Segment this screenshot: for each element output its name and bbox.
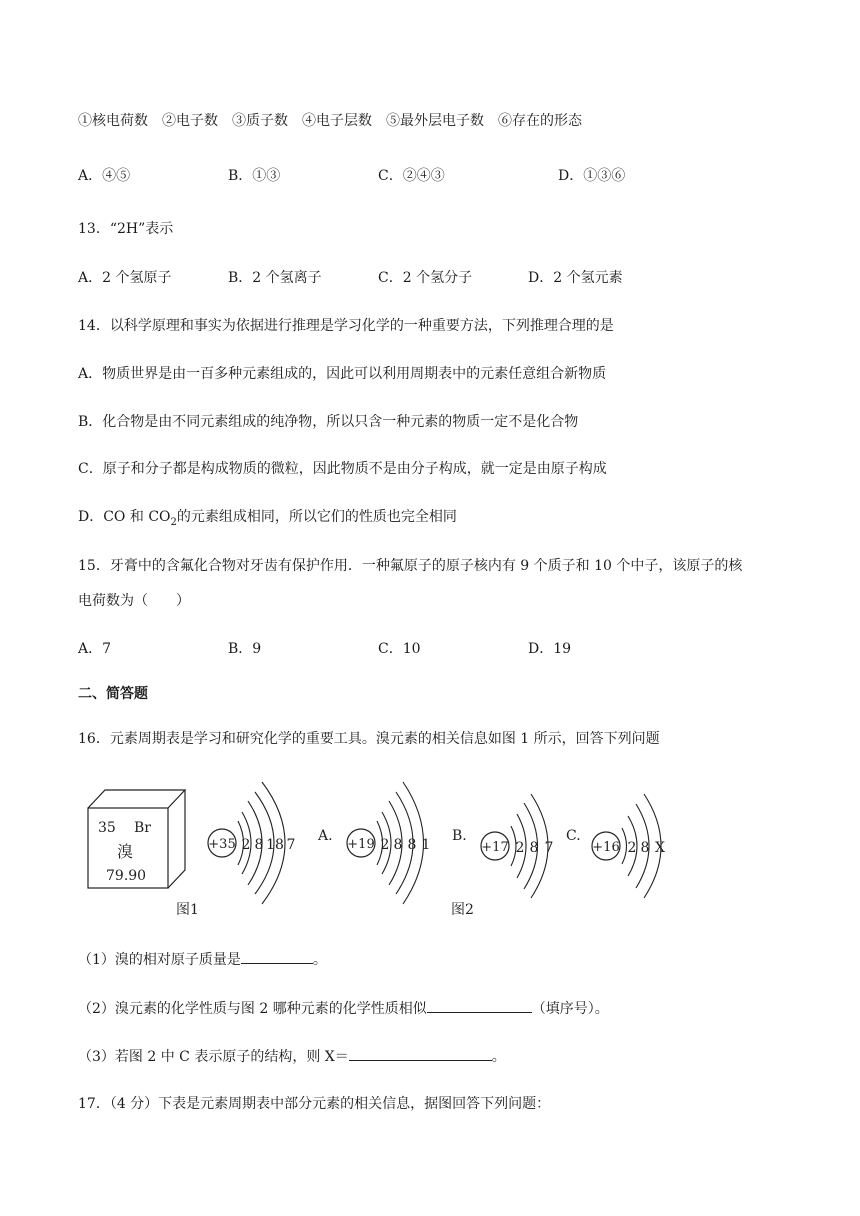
nucleus-charge: +17: [481, 840, 509, 855]
shell-electrons: 8: [529, 840, 539, 856]
shell-electrons: 8: [407, 837, 417, 853]
q16-figures: [0, 768, 860, 928]
cell-element-name: 溴: [117, 842, 134, 861]
nucleus-charge: +19: [347, 837, 375, 852]
shell-electrons: 2: [515, 840, 525, 856]
q13-stem: 13．“2H”表示: [78, 221, 174, 237]
nucleus-charge: +16: [592, 840, 620, 855]
q16-sub1-end: 。: [312, 952, 327, 968]
q12-option-b: B．①③: [228, 168, 281, 184]
q14-option-b: B．化合物是由不同元素组成的纯净物，所以只含一种元素的物质一定不是化合物: [78, 414, 579, 430]
q16-sub1: [78, 947, 327, 970]
figure2-caption: 图2: [451, 902, 474, 918]
q13-option-a: A．2 个氢原子: [78, 270, 172, 286]
section-heading: 二、简答题: [78, 686, 148, 702]
q13-option-b: B．2 个氢离子: [228, 270, 322, 286]
shell-electrons: 7: [544, 840, 554, 856]
q14-option-d-subscript: 2: [170, 516, 177, 528]
q17-stem: 17．（4 分）下表是元素周期表中部分元素的相关信息，据图回答下列问题：: [78, 1096, 551, 1112]
q13-option-c: C．2 个氢分子: [378, 270, 473, 286]
answer-blank-3[interactable]: [349, 1044, 492, 1061]
shell-electrons: 7: [286, 837, 296, 853]
shell-electrons: 18: [266, 837, 284, 853]
q15-option-a: A．7: [78, 641, 112, 657]
q14-option-c: C．原子和分子都是构成物质的微粒，因此物质不是由分子构成，就一定是由原子构成: [78, 461, 607, 477]
shell-electrons: 8: [640, 840, 650, 856]
q14-option-d: [78, 507, 457, 533]
atom-label-a: A.: [318, 828, 333, 844]
q14-stem: 14．以科学原理和事实为依据进行推理是学习化学的一种重要方法，下列推理合理的是: [78, 318, 614, 334]
q14-option-d-suffix: 的元素组成相同，所以它们的性质也完全相同: [176, 509, 457, 525]
shell-electrons: 8: [254, 837, 264, 853]
q15-option-d: D．19: [528, 641, 572, 657]
q15-stem-line2: 电荷数为（ ）: [78, 593, 190, 609]
q12-items: ①核电荷数 ②电子数 ③质子数 ④电子层数 ⑤最外层电子数 ⑥存在的形态: [78, 113, 582, 129]
q16-sub2-end: （填序号）。: [531, 1001, 609, 1017]
q14-option-a: A．物质世界是由一百多种元素组成的，因此可以利用周期表中的元素任意组合新物质: [78, 366, 607, 382]
cell-atomic-number: 35: [98, 820, 116, 836]
atom-label-c: C.: [566, 828, 581, 844]
answer-blank-1[interactable]: [241, 947, 313, 964]
q16-sub2-text: （2）溴元素的化学性质与图 2 哪种元素的化学性质相似: [78, 1001, 427, 1017]
shell-electrons: 2: [627, 840, 637, 856]
nucleus-charge: +35: [208, 837, 236, 852]
atom-structure-br: [208, 782, 295, 904]
q16-sub1-text: （1）溴的相对原子质量是: [78, 952, 241, 968]
shell-electrons: 2: [241, 837, 251, 853]
cell-atomic-mass: 79.90: [106, 868, 147, 884]
q16-sub3-end: 。: [491, 1049, 506, 1065]
q16-sub3: [78, 1044, 506, 1067]
atom-structure-b: [481, 794, 553, 898]
shell-electrons: 8: [393, 837, 403, 853]
q15-option-c: C．10: [378, 641, 421, 657]
cell-symbol: Br: [134, 820, 151, 836]
shell-electrons: 2: [380, 837, 390, 853]
q14-option-d-prefix: D．CO 和 CO: [78, 509, 171, 525]
q15-stem-line1: 15．牙膏中的含氟化合物对牙齿有保护作用．一种氟原子的原子核内有 9 个质子和 10 个中子，该原子的核: [78, 558, 743, 574]
shell-electrons: 1: [421, 837, 431, 853]
q16-sub3-text: （3）若图 2 中 C 表示原子的结构，则 X＝: [78, 1049, 349, 1065]
q16-stem: 16．元素周期表是学习和研究化学的重要工具。溴元素的相关信息如图 1 所示，回答下列问题: [78, 731, 660, 747]
q16-sub2: [78, 996, 609, 1019]
shell-electrons: X: [655, 840, 665, 856]
q15-option-b: B．9: [228, 641, 262, 657]
q12-option-a: A．④⑤: [78, 168, 131, 184]
figure1-caption: 图1: [176, 902, 199, 918]
atom-structure-c: [592, 794, 665, 898]
q13-option-d: D．2 个氢元素: [528, 270, 623, 286]
atom-label-b: B.: [452, 828, 467, 844]
atom-structure-a: [347, 782, 430, 904]
answer-blank-2[interactable]: [427, 996, 532, 1013]
q12-option-c: C．②④③: [378, 168, 445, 184]
q12-option-d: D．①③⑥: [558, 168, 626, 184]
